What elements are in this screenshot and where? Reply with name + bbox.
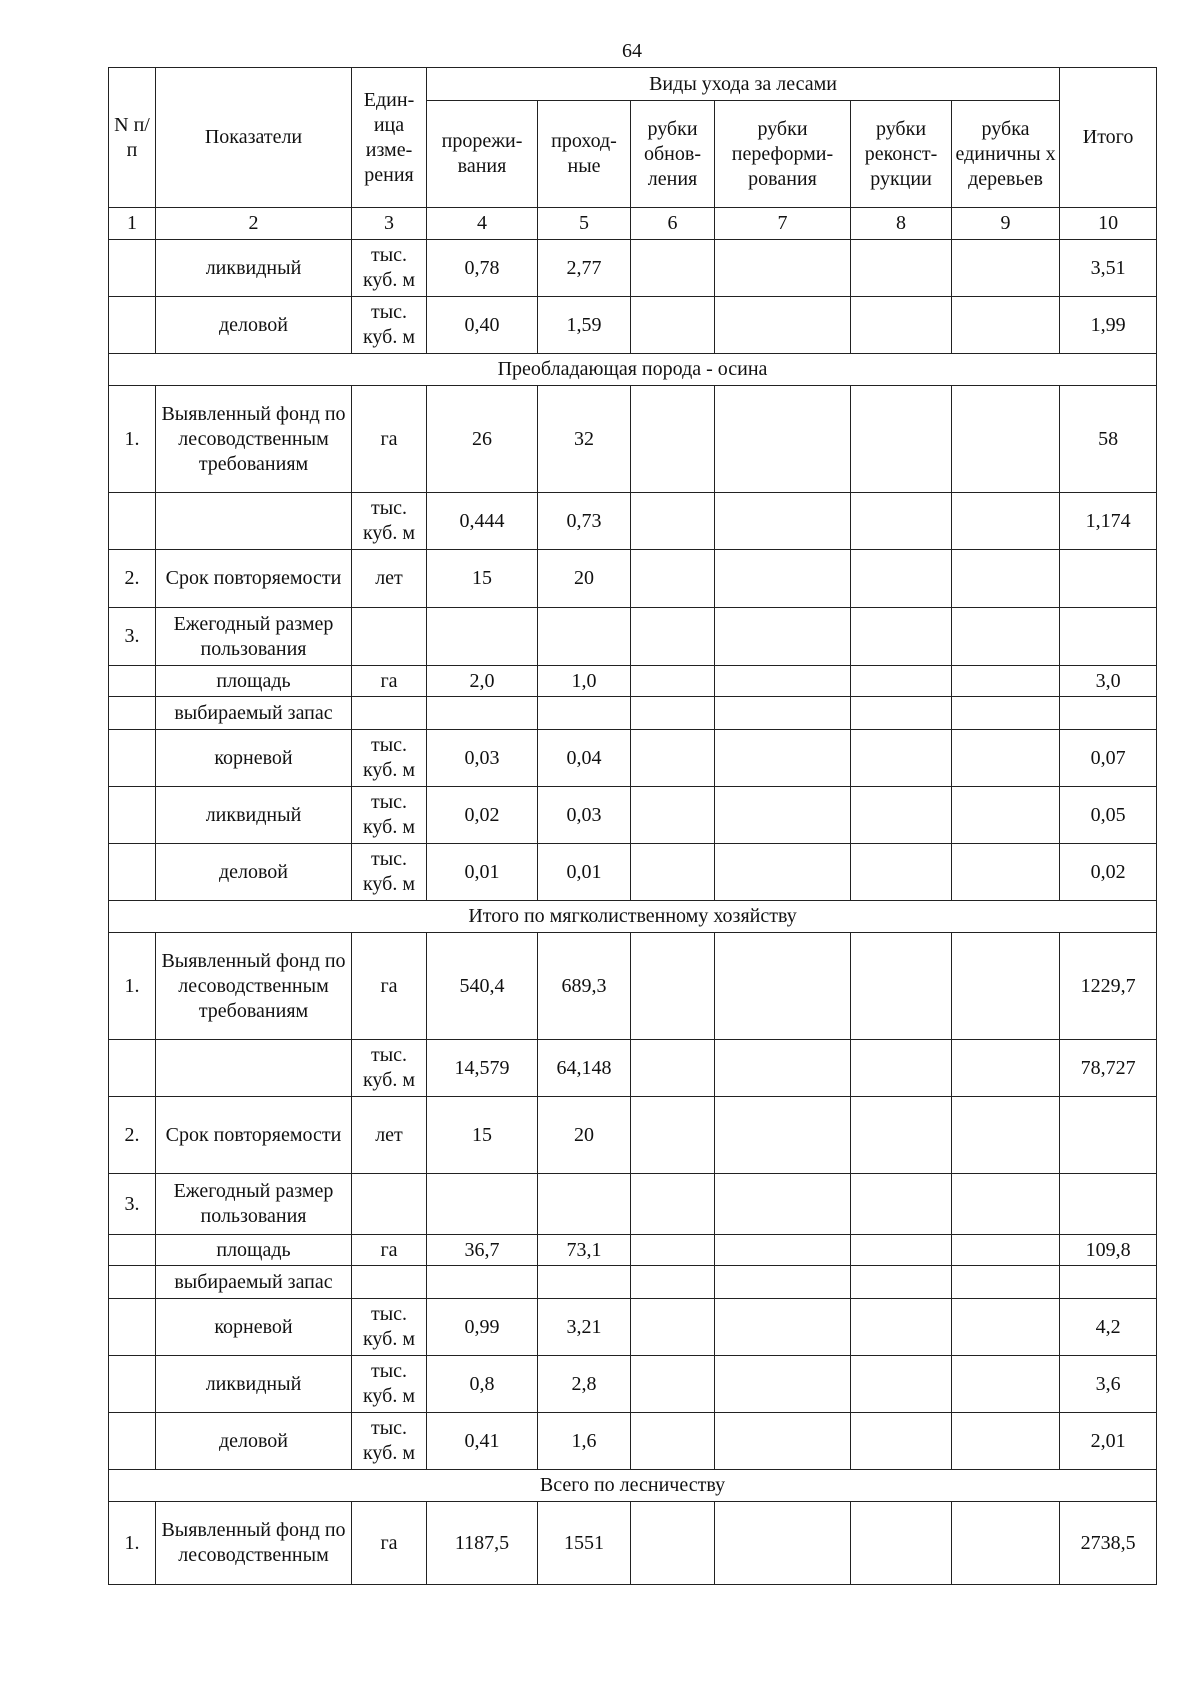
cell-total: 3,6 xyxy=(1060,1356,1157,1413)
table-row xyxy=(109,666,1157,697)
row-unit: лет xyxy=(352,550,427,608)
cell-total: 0,05 xyxy=(1060,787,1157,844)
table-row xyxy=(109,297,1157,354)
table-row xyxy=(109,1413,1157,1470)
cell-total: 3,0 xyxy=(1060,666,1157,697)
cell-total: 4,2 xyxy=(1060,1299,1157,1356)
cell-thinning: 14,579 xyxy=(427,1040,538,1097)
section-title: Итого по мягколиственному хозяйству xyxy=(109,901,1157,933)
cell-passing: 73,1 xyxy=(538,1235,631,1266)
cell-thinning: 0,41 xyxy=(427,1413,538,1470)
cell-passing: 64,148 xyxy=(538,1040,631,1097)
table-row xyxy=(109,1235,1157,1266)
table-row xyxy=(109,1356,1157,1413)
section-header-row xyxy=(109,354,1157,386)
col-number: 4 xyxy=(427,208,538,240)
row-label: ликвидный xyxy=(156,240,352,297)
cell-total: 0,02 xyxy=(1060,844,1157,901)
table-row xyxy=(109,844,1157,901)
cell-passing: 0,73 xyxy=(538,493,631,550)
row-unit: га xyxy=(352,386,427,493)
row-label: выбираемый запас xyxy=(156,1266,352,1299)
row-unit: тыс. куб. м xyxy=(352,787,427,844)
row-label: ликвидный xyxy=(156,1356,352,1413)
row-unit: тыс. куб. м xyxy=(352,730,427,787)
row-label: выбираемый запас xyxy=(156,697,352,730)
table-row xyxy=(109,550,1157,608)
row-unit: тыс. куб. м xyxy=(352,493,427,550)
row-label: площадь xyxy=(156,666,352,697)
cell-thinning: 0,03 xyxy=(427,730,538,787)
cell-passing: 1,6 xyxy=(538,1413,631,1470)
cell-thinning: 26 xyxy=(427,386,538,493)
table-row xyxy=(109,1097,1157,1174)
cell-thinning: 0,01 xyxy=(427,844,538,901)
section-title: Всего по лесничеству xyxy=(109,1470,1157,1502)
cell-total: 1,174 xyxy=(1060,493,1157,550)
section-header-row xyxy=(109,1470,1157,1502)
row-unit: га xyxy=(352,933,427,1040)
row-unit: тыс. куб. м xyxy=(352,1299,427,1356)
row-number: 3. xyxy=(109,608,156,666)
header-passing: проход-ные xyxy=(538,101,631,208)
cell-thinning: 540,4 xyxy=(427,933,538,1040)
table-row xyxy=(109,386,1157,493)
table-row xyxy=(109,1174,1157,1235)
row-unit: тыс. куб. м xyxy=(352,1356,427,1413)
table-row xyxy=(109,933,1157,1040)
cell-passing: 2,77 xyxy=(538,240,631,297)
col-number: 2 xyxy=(156,208,352,240)
col-number: 1 xyxy=(109,208,156,240)
col-number: 9 xyxy=(952,208,1060,240)
row-label: деловой xyxy=(156,297,352,354)
cell-thinning: 0,99 xyxy=(427,1299,538,1356)
cell-thinning: 15 xyxy=(427,550,538,608)
cell-passing: 2,8 xyxy=(538,1356,631,1413)
cell-thinning: 0,78 xyxy=(427,240,538,297)
row-number: 1. xyxy=(109,386,156,493)
cell-passing: 1551 xyxy=(538,1502,631,1585)
row-label: Ежегодный размер пользования xyxy=(156,608,352,666)
table-row xyxy=(109,1299,1157,1356)
cell-passing: 20 xyxy=(538,1097,631,1174)
cell-passing: 0,01 xyxy=(538,844,631,901)
cell-total: 58 xyxy=(1060,386,1157,493)
cell-passing: 0,04 xyxy=(538,730,631,787)
cell-total: 109,8 xyxy=(1060,1235,1157,1266)
table-row xyxy=(109,1502,1157,1585)
table-row xyxy=(109,730,1157,787)
cell-passing: 1,0 xyxy=(538,666,631,697)
col-number: 7 xyxy=(715,208,851,240)
row-label: деловой xyxy=(156,1413,352,1470)
cell-total: 3,51 xyxy=(1060,240,1157,297)
row-label: Выявленный фонд по лесоводственным xyxy=(156,1502,352,1585)
table-row xyxy=(109,608,1157,666)
cell-total: 1229,7 xyxy=(1060,933,1157,1040)
row-unit: тыс. куб. м xyxy=(352,240,427,297)
row-unit: лет xyxy=(352,1097,427,1174)
row-unit: га xyxy=(352,1502,427,1585)
header-reform: рубки переформи-рования xyxy=(715,101,851,208)
row-number: 3. xyxy=(109,1174,156,1235)
cell-total: 2738,5 xyxy=(1060,1502,1157,1585)
row-label: ликвидный xyxy=(156,787,352,844)
table-row xyxy=(109,787,1157,844)
row-label: Срок повторяемости xyxy=(156,550,352,608)
row-unit: тыс. куб. м xyxy=(352,1413,427,1470)
cell-total: 78,727 xyxy=(1060,1040,1157,1097)
cell-passing: 3,21 xyxy=(538,1299,631,1356)
col-number: 3 xyxy=(352,208,427,240)
row-unit: тыс. куб. м xyxy=(352,297,427,354)
header-renewal: рубки обнов-ления xyxy=(631,101,715,208)
cell-thinning: 15 xyxy=(427,1097,538,1174)
forest-care-table xyxy=(108,67,1157,1585)
cell-thinning: 1187,5 xyxy=(427,1502,538,1585)
cell-passing: 689,3 xyxy=(538,933,631,1040)
col-number: 8 xyxy=(851,208,952,240)
header-thinning: прорежи-вания xyxy=(427,101,538,208)
table-row xyxy=(109,240,1157,297)
cell-total: 1,99 xyxy=(1060,297,1157,354)
cell-passing: 1,59 xyxy=(538,297,631,354)
col-number: 6 xyxy=(631,208,715,240)
page-number: 64 xyxy=(622,40,642,62)
row-unit: га xyxy=(352,1235,427,1266)
row-number: 2. xyxy=(109,550,156,608)
row-unit: га xyxy=(352,666,427,697)
table-row xyxy=(109,697,1157,730)
row-label: Выявленный фонд по лесоводственным требованиям xyxy=(156,386,352,493)
row-unit: тыс. куб. м xyxy=(352,844,427,901)
cell-total: 0,07 xyxy=(1060,730,1157,787)
row-label: корневой xyxy=(156,730,352,787)
cell-thinning: 36,7 xyxy=(427,1235,538,1266)
row-label: деловой xyxy=(156,844,352,901)
table-row xyxy=(109,1266,1157,1299)
table-row xyxy=(109,1040,1157,1097)
row-label: корневой xyxy=(156,1299,352,1356)
col-number: 10 xyxy=(1060,208,1157,240)
cell-passing: 32 xyxy=(538,386,631,493)
row-number: 1. xyxy=(109,933,156,1040)
header-care-types: Виды ухода за лесами xyxy=(427,68,1060,101)
cell-passing: 0,03 xyxy=(538,787,631,844)
header-single-trees: рубка единичны х деревьев xyxy=(952,101,1060,208)
cell-total: 2,01 xyxy=(1060,1413,1157,1470)
row-label: Срок повторяемости xyxy=(156,1097,352,1174)
row-label: Ежегодный размер пользования xyxy=(156,1174,352,1235)
cell-thinning: 0,02 xyxy=(427,787,538,844)
row-number: 2. xyxy=(109,1097,156,1174)
cell-thinning: 0,444 xyxy=(427,493,538,550)
header-total: Итого xyxy=(1060,68,1157,208)
header-reconstruction: рубки реконст-рукции xyxy=(851,101,952,208)
row-unit: тыс. куб. м xyxy=(352,1040,427,1097)
cell-thinning: 2,0 xyxy=(427,666,538,697)
column-numbers-row xyxy=(109,208,1157,240)
header-indicators: Показатели xyxy=(156,68,352,208)
row-number: 1. xyxy=(109,1502,156,1585)
row-label: площадь xyxy=(156,1235,352,1266)
table-row xyxy=(109,493,1157,550)
col-number: 5 xyxy=(538,208,631,240)
cell-passing: 20 xyxy=(538,550,631,608)
row-label: Выявленный фонд по лесоводственным требованиям xyxy=(156,933,352,1040)
section-title: Преобладающая порода - осина xyxy=(109,354,1157,386)
cell-thinning: 0,8 xyxy=(427,1356,538,1413)
header-num: N п/п xyxy=(109,68,156,208)
cell-thinning: 0,40 xyxy=(427,297,538,354)
header-unit: Един-ица изме-рения xyxy=(352,68,427,208)
section-header-row xyxy=(109,901,1157,933)
